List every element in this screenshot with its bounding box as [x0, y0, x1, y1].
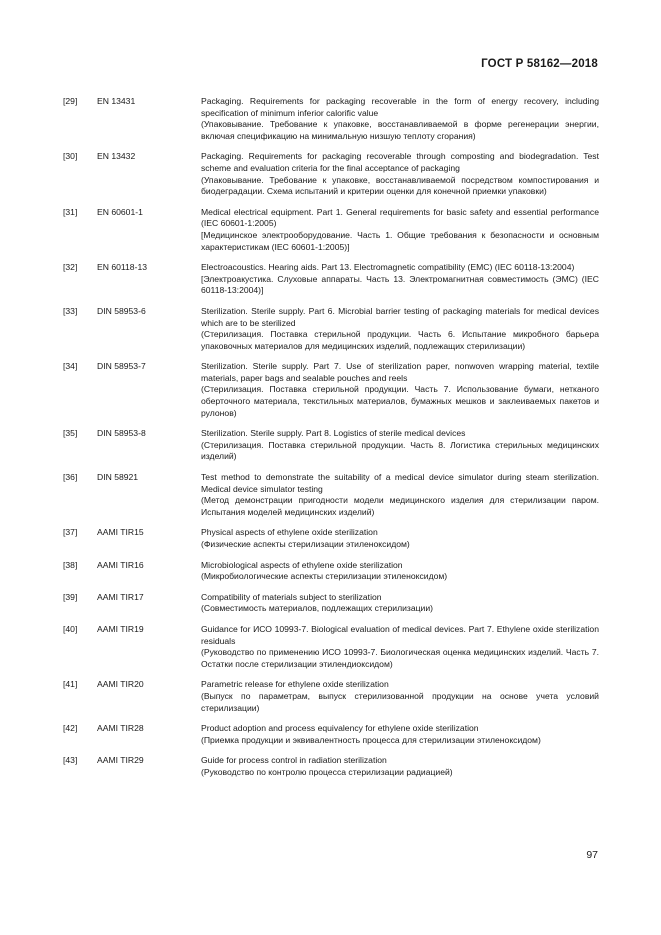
bibliography-entry: [63, 361, 599, 419]
russian-translation: (Микробиологические аспекты стерилизации этиленоксидом): [201, 571, 448, 582]
entry-description: [201, 592, 599, 615]
standard-code: AAMI TIR28: [97, 723, 144, 734]
standard-code: DIN 58953-7: [97, 361, 146, 372]
entry-number: [41]: [63, 679, 78, 690]
english-title: Microbiological aspects of ethylene oxide sterilization: [201, 559, 403, 570]
russian-translation: [Электроакустика. Слуховые аппараты. Часть 13. Электромагнитная совместимость (ЭМС) (IEC 60118-13:2004)]: [201, 273, 599, 296]
entry-description: [201, 755, 599, 778]
entry-description: [201, 361, 599, 419]
standard-code: DIN 58953-8: [97, 428, 146, 439]
standard-code: EN 13431: [97, 96, 136, 106]
entry-description: [201, 472, 599, 518]
standard-code: DIN 58953-6: [97, 305, 146, 316]
english-title: Parametric release for ethylene oxide sterilization: [201, 679, 389, 690]
bibliography-entry: [63, 527, 599, 550]
english-title: Sterilization. Sterile supply. Part 7. Use of sterilization paper, nonwoven wrapping material, textile materials, paper bags and sealable pouches and reels: [201, 361, 599, 383]
bibliography-entry: [63, 592, 599, 615]
english-title: Test method to demonstrate the suitability of a medical device simulator during steam sterilization. Medical device simulator testing: [201, 472, 599, 494]
standard-code: EN 13432: [97, 151, 136, 162]
english-title: Sterilization. Sterile supply. Part 6. Microbial barrier testing of packaging materials for medical devices which are to be sterilized: [201, 305, 599, 328]
entry-description: [201, 96, 599, 142]
russian-translation: (Упаковывание. Требование к упаковке, восстанавливаемой в форме регенерации энергии, включая спецификацию на минимальную низшую теплоту сгорания): [201, 119, 599, 141]
entry-description: [201, 624, 599, 670]
russian-translation: (Выпуск по параметрам, выпуск стерилизованной продукции на основе учета условий стерилизации): [201, 690, 599, 713]
standard-code: AAMI TIR17: [97, 591, 144, 602]
standard-code: AAMI TIR19: [97, 623, 144, 634]
bibliography-entry: [63, 262, 599, 297]
bibliography-list: [63, 96, 599, 788]
bibliography-entry: [63, 306, 599, 352]
entry-number: [42]: [63, 723, 78, 734]
russian-translation: (Стерилизация. Поставка стерильной продукции. Часть 6. Испытание микробного барьера упаковочных материалов для медицинских изделий, подлежащих стерилизации): [201, 329, 599, 351]
entry-number: [40]: [63, 623, 78, 634]
entry-number: [29]: [63, 96, 78, 106]
english-title: Guide for process control in radiation sterilization: [201, 755, 387, 766]
standard-code: AAMI TIR16: [97, 559, 144, 570]
english-title: Electroacoustics. Hearing aids. Part 13. Electromagnetic compatibility (EMC) (IEC 60118-13:2004): [201, 262, 575, 273]
russian-translation: [Медицинское электрооборудование. Часть 1. Общие требования к безопасности и основным характеристикам (IEC 60601-1:2005)]: [201, 229, 599, 252]
english-title: Packaging. Requirements for packaging recoverable through composting and biodegradation. Test scheme and evaluation criteria for the final acceptance of packaging: [201, 151, 599, 173]
english-title: Medical electrical equipment. Part 1. General requirements for basic safety and essential performance (IEC 60601-1:2005): [201, 206, 599, 229]
bibliography-entry: [63, 472, 599, 518]
entry-number: [33]: [63, 305, 78, 316]
bibliography-entry: [63, 679, 599, 714]
russian-translation: (Приемка продукции и эквивалентность процесса для стерилизации этиленоксидом): [201, 734, 541, 745]
english-title: Compatibility of materials subject to sterilization: [201, 591, 382, 602]
bibliography-entry: [63, 560, 599, 583]
russian-translation: (Метод демонстрации пригодности модели медицинского изделия для стерилизации паром. Испытания моделей медицинских изделий): [201, 495, 599, 517]
bibliography-entry: [63, 624, 599, 670]
english-title: Sterilization. Sterile supply. Part 8. Logistics of sterile medical devices: [201, 428, 466, 439]
entry-description: [201, 428, 599, 463]
russian-translation: (Физические аспекты стерилизации этиленоксидом): [201, 539, 410, 549]
russian-translation: (Руководство по применению ИСО 10993-7. Биологическая оценка медицинских изделий. Часть 7. Остатки после стерилизации этилендиоксидом): [201, 647, 599, 669]
page-number: 97: [586, 849, 598, 861]
english-title: Product adoption and process equivalency for ethylene oxide sterilization: [201, 723, 479, 734]
entry-description: [201, 527, 599, 550]
document-code-header: ГОСТ Р 58162—2018: [481, 58, 598, 70]
entry-number: [36]: [63, 472, 78, 483]
entry-number: [31]: [63, 206, 78, 217]
russian-translation: (Стерилизация. Поставка стерильной продукции. Часть 8. Логистика стерильных медицинских изделий): [201, 439, 599, 462]
standard-code: EN 60118-13: [97, 262, 148, 273]
russian-translation: (Совместимость материалов, подлежащих стерилизации): [201, 603, 433, 614]
russian-translation: (Упаковывание. Требование к упаковке, восстанавливаемой посредством компостирования и биодеградации. Схема испытаний и критерии оценки для конечной приемки упаковки): [201, 174, 599, 197]
entry-number: [35]: [63, 428, 78, 439]
entry-description: [201, 723, 599, 746]
entry-description: [201, 262, 599, 297]
standard-code: EN 60601-1: [97, 206, 143, 217]
entry-number: [43]: [63, 755, 78, 766]
bibliography-entry: [63, 755, 599, 778]
bibliography-entry: [63, 207, 599, 253]
entry-number: [30]: [63, 151, 78, 162]
bibliography-entry: [63, 151, 599, 197]
bibliography-entry: [63, 428, 599, 463]
entry-number: [32]: [63, 262, 78, 273]
english-title: Packaging. Requirements for packaging recoverable in the form of energy recovery, including specification of minimum inferior calorific value: [201, 96, 599, 118]
entry-number: [38]: [63, 559, 78, 570]
bibliography-entry: [63, 96, 599, 142]
entry-description: [201, 560, 599, 583]
entry-description: [201, 679, 599, 714]
russian-translation: (Руководство по контролю процесса стерилизации радиацией): [201, 766, 453, 777]
english-title: Guidance for ИСО 10993-7. Biological evaluation of medical devices. Part 7. Ethylene oxide sterilization residuals: [201, 623, 599, 646]
entry-description: [201, 151, 599, 197]
entry-number: [34]: [63, 361, 78, 372]
entry-number: [39]: [63, 591, 78, 602]
russian-translation: (Стерилизация. Поставка стерильной продукции. Часть 7. Использование бумаги, нетканого оберточного материала, текстильных материалов, бумажных мешков и заклеиваемых пакетов и рулонов): [201, 384, 599, 418]
standard-code: AAMI TIR29: [97, 755, 144, 766]
entry-number: [37]: [63, 527, 78, 538]
english-title: Physical aspects of ethylene oxide sterilization: [201, 527, 378, 538]
standard-code: DIN 58921: [97, 472, 139, 483]
entry-description: [201, 306, 599, 352]
bibliography-entry: [63, 723, 599, 746]
entry-description: [201, 207, 599, 253]
standard-code: AAMI TIR15: [97, 527, 144, 538]
standard-code: AAMI TIR20: [97, 679, 144, 690]
